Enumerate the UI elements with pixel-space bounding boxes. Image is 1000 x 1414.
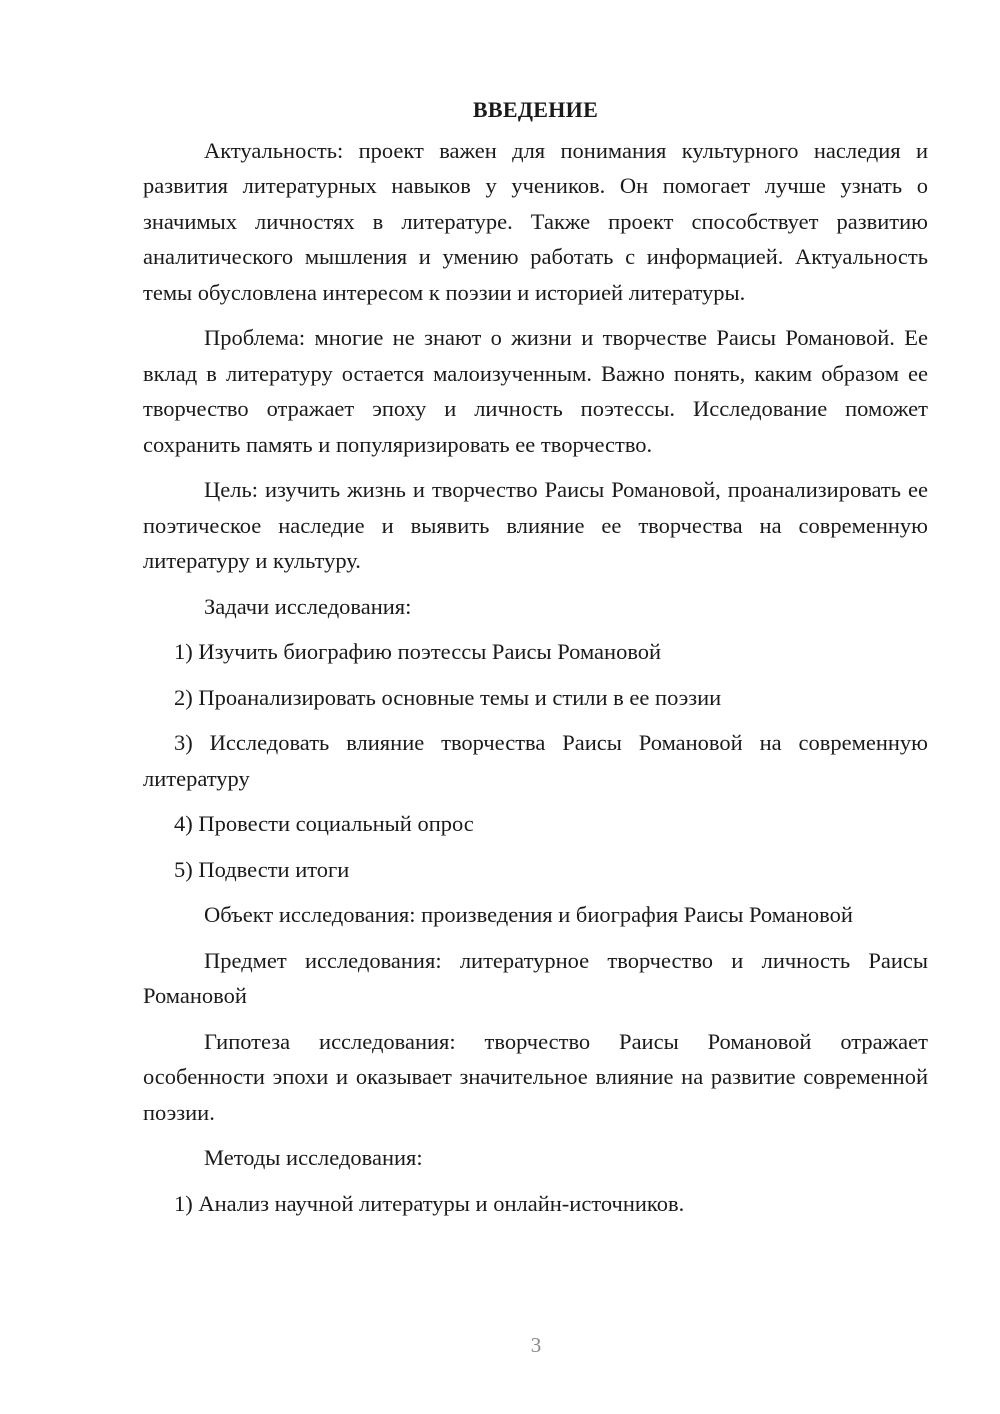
task-item: 3) Исследовать влияние творчества Раисы Романовой на современную литературу xyxy=(143,730,928,791)
relevance-paragraph: Актуальность: проект важен для понимания культурного наследия и развития литературных навыков у учеников. Он помогает лучше узнать о значимых личностях в литературе. Также проект способствует развитию аналитического мышления и умению работать с информацией. Актуальность темы обусловлена интересом к поэзии и историей литературы. xyxy=(143,137,928,305)
section-title: ВВЕДЕНИЕ xyxy=(472,97,599,122)
object-paragraph: Объект исследования: произведения и биография Раисы Романовой xyxy=(204,902,853,927)
task-item: 4) Провести социальный опрос xyxy=(174,811,474,836)
goal-paragraph: Цель: изучить жизнь и творчество Раисы Романовой, проанализировать ее поэтическое наследие и выявить влияние ее творчества на современную литературу и культуру. xyxy=(143,477,928,573)
page-number: 3 xyxy=(530,1333,542,1357)
method-item: 1) Анализ научной литературы и онлайн-источников. xyxy=(174,1190,685,1216)
task-item: 5) Подвести итоги xyxy=(174,856,350,882)
methods-heading: Методы исследования: xyxy=(204,1145,423,1170)
subject-paragraph: Предмет исследования: литературное творчество и личность Раисы Романовой xyxy=(143,947,928,1008)
problem-paragraph: Проблема: многие не знают о жизни и творчестве Раисы Романовой. Ее вклад в литературу остается малоизученным. Важно понять, каким образом ее творчество отражает эпоху и личность поэтессы. Исследование поможет сохранить память и популяризировать ее творчество. xyxy=(143,325,928,457)
document-page xyxy=(143,92,928,1231)
hypothesis-paragraph: Гипотеза исследования: творчество Раисы Романовой отражает особенности эпохи и оказывает значительное влияние на развитие современной поэзии. xyxy=(143,1028,928,1125)
task-item: 2) Проанализировать основные темы и стили в ее поэзии xyxy=(174,684,722,710)
task-item: 1) Изучить биографию поэтессы Раисы Романовой xyxy=(174,639,662,664)
tasks-heading: Задачи исследования: xyxy=(204,593,412,619)
